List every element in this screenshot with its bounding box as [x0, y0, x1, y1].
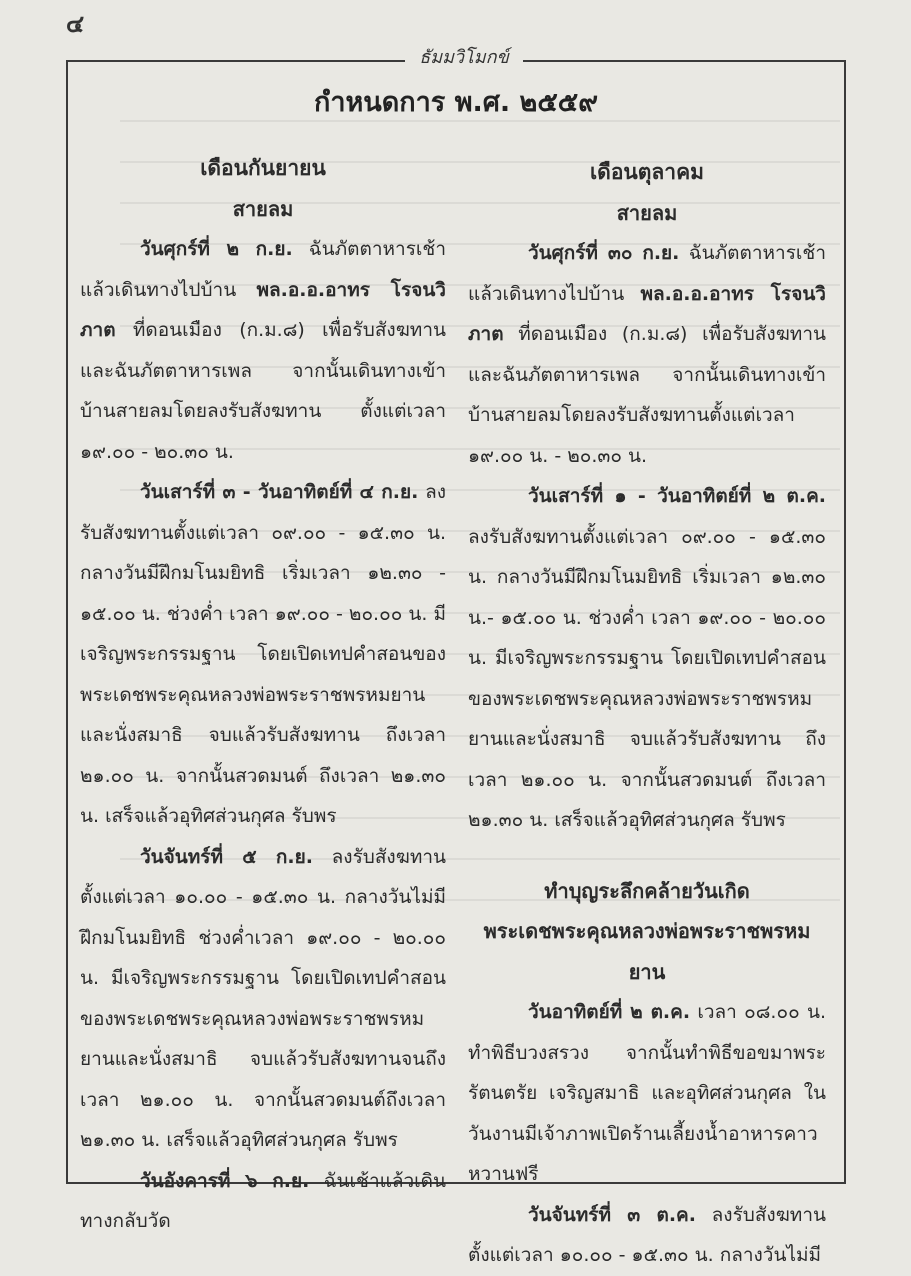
entry-text: ที่ดอนเมือง (ก.ม.๘) เพื่อรับสังฆทาน และฉันภัตตาหารเพล จากนั้นเดินทางเข้าบ้านสายลมโดยลงรับสังฆทานตั้งแต่เวลา ๑๙.๐๐ น. - ๒๐.๓๐ น.: [468, 323, 826, 467]
entry-date: วันศุกร์ที่ ๓๐ ก.ย.: [528, 242, 680, 264]
location-heading: สายลม: [616, 200, 678, 225]
entry-text: เวลา ๐๘.๐๐ น. ทำพิธีบวงสรวง จากนั้นทำพิธีขอขมาพระรัตนตรัย เจริญสมาธิ และอุทิศส่วนกุศล ในวันงานมีเจ้าภาพเปิดร้านเลี้ยงน้ำอาหารคาวหวานฟรี: [468, 1001, 827, 1185]
entry-date: วันจันทร์ที่ ๓ ต.ค.: [528, 1203, 696, 1226]
left-column: [80, 148, 446, 1242]
section-spacer: [468, 841, 826, 871]
schedule-entry: [80, 472, 446, 837]
entry-text: ที่ดอนเมือง (ก.ม.๘) เพื่อรับสังฆทานและฉันภัตตาหารเพล จากนั้นเดินทางเข้าบ้านสายลมโดยลงรับสังฆทาน ตั้งแต่เวลา ๑๙.๐๐ - ๒๐.๓๐ น.: [80, 319, 446, 463]
schedule-entry: [468, 1195, 826, 1276]
host-name: พล.อ.อ.อาทร โรจนวิภาต: [80, 278, 446, 341]
schedule-entry: [468, 992, 826, 1195]
month-heading-september: เดือนกันยายน: [200, 156, 326, 180]
entry-text: ลงรับสังฆทาน ตั้งแต่เวลา ๑๐.๐๐ - ๑๕.๓๐ น. กลางวันไม่มีฝึกมโนมยิทธิ ช่วงค่ำเวลา ๑๙.๐๐ - ๒๐.๐๐ น. มีเจริญพระกรรมฐาน โดยเปิดเทปคำสอนของพระเดชพระคุณหลวงพ่อพระราชพรหมยานและนั่งสมาธิ จบแล้วรับสังฆทานจนถึง เวลา ๒๑.๐๐ น. จากนั้นสวดมนต์ถึงเวลา ๒๑.๓๐ น. เสร็จแล้วอุทิศส่วนกุศล รับพร: [80, 845, 446, 1151]
entry-date: วันศุกร์ที่ ๒ ก.ย.: [140, 238, 293, 260]
schedule-entry: [80, 1161, 446, 1242]
entry-text: ฉันเช้าแล้วเดินทางกลับวัด: [80, 1169, 446, 1232]
section-title: ทำบุญระลึกคล้ายวันเกิด: [544, 878, 750, 903]
entry-text: ลงรับสังฆทานตั้งแต่เวลา ๐๙.๐๐ - ๑๕.๓๐ น. กลางวันมีฝึกมโนมยิทธิ เริ่มเวลา ๑๒.๓๐ - ๑๕.๐๐ น. ช่วงค่ำ เวลา ๑๙.๐๐ - ๒๐.๐๐ น. มีเจริญพระกรรมฐาน โดยเปิดเทปคำสอนของพระเดชพระคุณหลวงพ่อพระราชพรหมยานและนั่งสมาธิ จบแล้วรับสังฆทาน ถึงเวลา ๒๑.๐๐ น. จากนั้นสวดมนต์ ถึงเวลา ๒๑.๓๐ น. เสร็จแล้วอุทิศส่วนกุศล รับพร: [80, 481, 446, 827]
entry-date: วันจันทร์ที่ ๕ ก.ย.: [140, 845, 313, 868]
entry-date: วันเสาร์ที่ ๓ - วันอาทิตย์ที่ ๔ ก.ย.: [140, 481, 419, 503]
schedule-entry: [80, 229, 446, 472]
entry-date: วันอังคารที่ ๖ ก.ย.: [140, 1169, 310, 1192]
entry-date: วันอาทิตย์ที่ ๒ ต.ค.: [528, 1001, 691, 1023]
running-head: ธัมมวิโมกข์: [405, 42, 523, 71]
entry-text: ลงรับสังฆทาน ตั้งแต่เวลา ๑๐.๐๐ - ๑๕.๓๐ น. กลางวันไม่มี: [468, 1203, 826, 1266]
entry-text: ลงรับสังฆทานตั้งแต่เวลา ๐๙.๐๐ - ๑๕.๓๐ น. กลางวันมีฝึกมโนมยิทธิ เริ่มเวลา ๑๒.๓๐ น.- ๑๕.๐๐ น. ช่วงค่ำ เวลา ๑๙.๐๐ - ๒๐.๐๐ น. มีเจริญพระกรรมฐาน โดยเปิดเทปคำสอนของพระเดชพระคุณหลวงพ่อพระราชพรหมยานและนั่งสมาธิ จบแล้วรับสังฆทาน ถึงเวลา ๒๑.๐๐ น. จากนั้นสวดมนต์ ถึงเวลา ๒๑.๓๐ น. เสร็จแล้วอุทิศส่วนกุศล รับพร: [468, 525, 826, 831]
location-heading: สายลม: [232, 196, 294, 221]
entry-text: ฉันภัตตาหารเช้าแล้วเดินทางไปบ้าน: [468, 242, 826, 305]
right-column: [468, 152, 826, 1276]
section-subtitle: พระเดชพระคุณหลวงพ่อพระราชพรหมยาน: [483, 919, 811, 984]
page-number: ๔: [66, 10, 85, 38]
entry-date: วันเสาร์ที่ ๑ - วันอาทิตย์ที่ ๒ ต.ค.: [528, 485, 826, 507]
schedule-entry: [468, 476, 826, 841]
entry-text: ฉันภัตตาหารเช้าแล้วเดินทางไปบ้าน: [80, 238, 446, 301]
month-heading-october: เดือนตุลาคม: [590, 160, 704, 184]
schedule-entry: [80, 837, 446, 1161]
page-title: กำหนดการ พ.ศ. ๒๕๕๙: [313, 87, 598, 118]
schedule-entry: [468, 233, 826, 476]
host-name: พล.อ.อ.อาทร โรจนวิภาต: [468, 282, 826, 345]
